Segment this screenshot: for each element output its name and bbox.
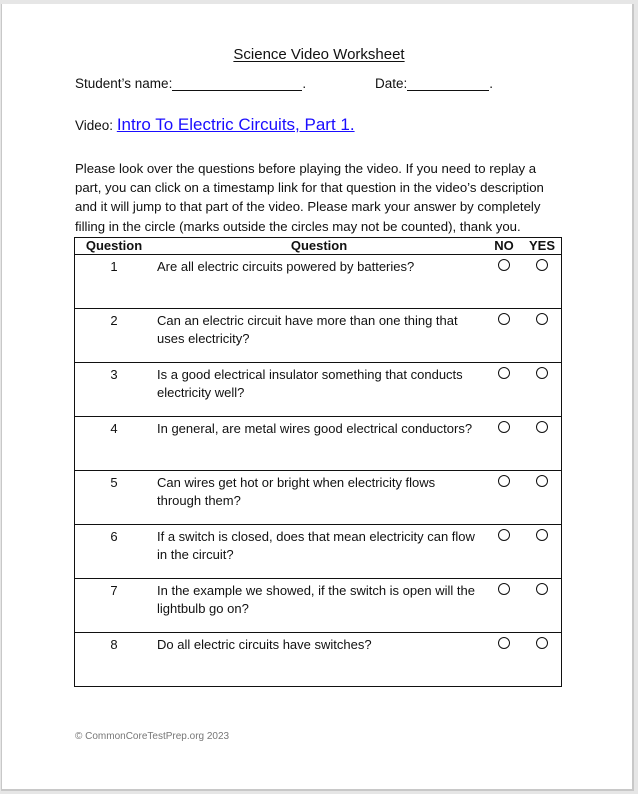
question-number: 2 (110, 313, 118, 328)
answer-yes-radio[interactable] (536, 529, 548, 541)
table-row (75, 471, 562, 525)
table-header-row (75, 238, 562, 255)
question-number: 1 (110, 259, 118, 274)
question-number: 8 (110, 637, 118, 652)
video-row (75, 115, 355, 135)
date-field[interactable] (407, 76, 489, 91)
answer-yes-radio[interactable] (536, 583, 548, 595)
answer-no-radio[interactable] (498, 259, 510, 271)
answer-no-radio[interactable] (498, 313, 510, 325)
header-yes: YES (523, 238, 562, 255)
table-row (75, 309, 562, 363)
student-name-field[interactable] (172, 76, 302, 91)
question-number: 5 (110, 475, 118, 490)
question-number: 6 (110, 529, 118, 544)
copyright-footer: © CommonCoreTestPrep.org 2023 (75, 731, 230, 742)
table-row (75, 417, 562, 471)
question-text: Can an electric circuit have more than one thing that uses electricity? (157, 313, 458, 346)
question-text: Can wires get hot or bright when electricity flows through them? (157, 475, 436, 508)
answer-no-radio[interactable] (498, 475, 510, 487)
answer-no-radio[interactable] (498, 583, 510, 595)
table-row (75, 255, 562, 309)
answer-yes-radio[interactable] (536, 475, 548, 487)
question-text: Are all electric circuits powered by batteries? (157, 259, 415, 274)
date-row: Date: . (375, 76, 494, 91)
answer-yes-radio[interactable] (536, 259, 548, 271)
answer-no-radio[interactable] (498, 367, 510, 379)
question-text: Is a good electrical insulator something that conducts electricity well? (157, 367, 463, 400)
question-number: 4 (110, 421, 118, 436)
answer-yes-radio[interactable] (536, 421, 548, 433)
table-row (75, 633, 562, 687)
answer-no-radio[interactable] (498, 529, 510, 541)
answer-yes-radio[interactable] (536, 637, 548, 649)
table-row (75, 579, 562, 633)
video-label: Video: (75, 118, 114, 133)
header-no: NO (485, 238, 523, 255)
worksheet-title: Science Video Worksheet (233, 46, 405, 63)
table-row (75, 525, 562, 579)
question-text: Do all electric circuits have switches? (157, 637, 372, 652)
date-label: Date: (375, 76, 408, 91)
instructions-text: Please look over the questions before playing the video. If you need to replay a part, you can click on a timestamp link for that question in the video’s description and it will jump to that part of the video. Please mark your answer by completely filling in the circle (marks outside the circles may not be counted), thank you. (75, 161, 544, 234)
question-text: In the example we showed, if the switch is open will the lightbulb go on? (157, 583, 475, 616)
header-question-text: Question (153, 238, 485, 255)
answer-no-radio[interactable] (498, 421, 510, 433)
table-row (75, 363, 562, 417)
student-name-row: Student’s name: . (75, 76, 307, 91)
header-question-number: Question (75, 238, 154, 255)
question-number: 3 (110, 367, 118, 382)
question-text: If a switch is closed, does that mean electricity can flow in the circuit? (157, 529, 475, 562)
answer-yes-radio[interactable] (536, 313, 548, 325)
video-link[interactable]: Intro To Electric Circuits, Part 1. (116, 115, 355, 134)
question-number: 7 (110, 583, 118, 598)
answer-yes-radio[interactable] (536, 367, 548, 379)
questions-table (74, 237, 562, 687)
answer-no-radio[interactable] (498, 637, 510, 649)
question-text: In general, are metal wires good electrical conductors? (157, 421, 473, 436)
student-name-label: Student’s name: (75, 76, 173, 91)
